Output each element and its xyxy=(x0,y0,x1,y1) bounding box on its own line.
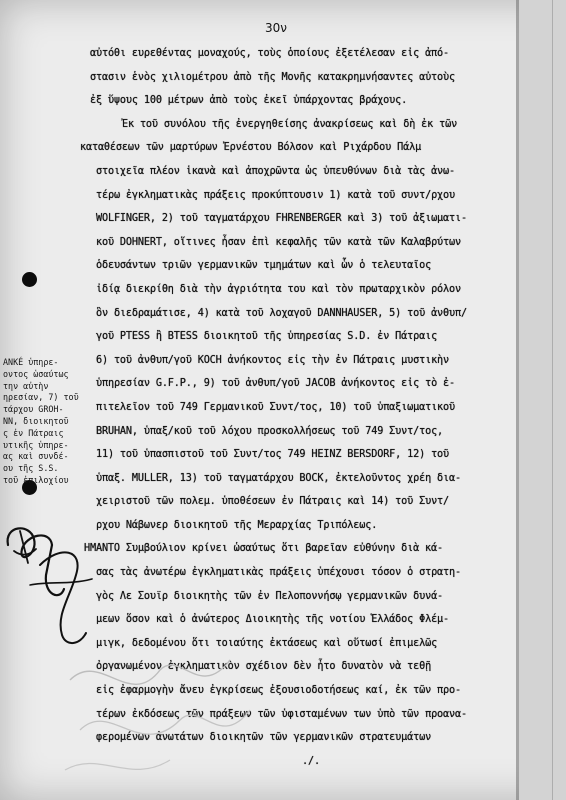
text-line: μεων ὅσον καὶ ὁ ἀνώτερος Διοικητὴς τῆς νοτίου Ἑλλάδος Φλέμ- xyxy=(96,614,450,626)
text-line: κοῦ DOHNERT, οἵτινες ἦσαν ἐπὶ κεφαλῆς τῶν κατὰ τῶν Καλαβρύτων xyxy=(96,236,461,248)
text-line: φερομένων ἀνωτάτων διοικητῶν τῶν γερμανικῶν στρατευμάτων xyxy=(96,732,432,744)
faint-handwriting xyxy=(60,640,260,790)
text-line: ὑπαξ. MULLER, 13) τοῦ ταγματάρχου BOCK, ἐκτελοῦντος χρέη δια- xyxy=(96,472,461,484)
punch-hole-top xyxy=(22,272,37,287)
margin-note-line: τοῦ ἐπιλοχίου xyxy=(3,474,69,485)
page-number: 30ν xyxy=(265,21,287,35)
margin-note-line: οντος ὡσαύτως xyxy=(3,368,69,379)
text-line: χειριστοῦ τῶν πολεμ. ὑποθέσεων ἐν Πάτραις καὶ 14) τοῦ Συντ/ xyxy=(96,496,450,508)
text-line: WOLFINGER, 2) τοῦ ταγματάρχου FHRENBERGER καὶ 3) τοῦ ἀξιωματι- xyxy=(96,213,467,225)
text-line: μιγκ, δεδομένου ὅτι τοιαύτης ἐκτάσεως καὶ οὕτωσί ἐπιμελῶς xyxy=(96,637,438,649)
margin-note-line: τάρχου GROH- xyxy=(3,404,64,415)
margin-note-line: ANKÉ ὑπηρε- xyxy=(3,357,59,367)
margin-note xyxy=(3,357,79,487)
text-line: ὁδευσάντων τριῶν γερμανικῶν τμημάτων καὶ ὧν ὁ τελευταῖος xyxy=(96,260,432,272)
margin-note-line: ΝΝ, διοικητοῦ xyxy=(3,415,69,426)
text-line: ρχου Νάβωνερ διοικητοῦ τῆς Μεραρχίας Τριπόλεως. xyxy=(96,519,378,531)
text-line: αὐτόθι ευρεθέντας μοναχούς, τοὺς ὁποίους ἐξετέλεσαν εἰς ἀπό- xyxy=(90,48,450,59)
page-fold-shadow xyxy=(516,0,519,800)
text-line: στοιχεῖα πλέον ἱκανὰ καὶ ἀποχρῶντα ὡς ὑπευθύνων διὰ τὰς ἀνω- xyxy=(96,165,456,177)
margin-note-line: ς ἐν Πάτραις xyxy=(3,427,64,438)
margin-note-line: ου τῆς S.S. xyxy=(3,463,59,474)
margin-note-line: υτικῆς ὑπηρε- xyxy=(3,439,69,450)
text-line: ./. xyxy=(302,755,320,767)
text-line: BRUHAN, ὑπαξ/κοῦ τοῦ λόχου προσκολλήσεως τοῦ 749 Συντ/τος, xyxy=(96,425,444,437)
text-line: τέρων ἐκδόσεως τῶν πράξεων τῶν ὑφισταμένων των ὑπὸ τῶν προανα- xyxy=(96,708,467,720)
text-line: ὃν διεδραμάτισε, 4) κατὰ τοῦ λοχαγοῦ DANNHAUSER, 5) τοῦ ἀνθυπ/ xyxy=(96,307,467,319)
text-line: εἰς ἐφαρμογὴν ἄνευ ἐγκρίσεως ἐξουσιοδοτήσεως καί, ἐκ τῶν προ- xyxy=(96,685,461,697)
page-edge-strip xyxy=(519,0,566,800)
text-line: πιτελεῖον τοῦ 749 Γερμανικοῦ Συντ/τος, 10) τοῦ ὑπαξιωματικοῦ xyxy=(96,401,456,413)
margin-note-line: ας καὶ συνδέ- xyxy=(3,451,69,462)
page-edge-line xyxy=(552,0,553,800)
text-line: ὑπηρεσίαν G.F.P., 9) τοῦ ἀνθυπ/γοῦ JACOB ἀνήκοντος εἰς τὸ ἐ- xyxy=(96,378,456,390)
text-line: καταθέσεων τῶν μαρτύρων Ἐρνέστου Βόλσον καὶ Ριχάρδου Πάλμ xyxy=(80,142,422,154)
text-line: στασιν ἑνὸς χιλιομέτρου ἀπὸ τῆς Μονῆς κατακρημνήσαντες αὐτοὺς xyxy=(90,71,455,83)
margin-note-line: την αὐτὴν xyxy=(3,380,49,391)
text-line: γοῦ PTESS ἢ BTESS διοικητοῦ τῆς ὑπηρεσίας S.D. ἐν Πάτραις xyxy=(96,331,438,343)
text-line: σας τὰς ἀνωτέρω ἐγκληματικὰς πράξεις ὑπέχουσι τόσον ὁ στρατη- xyxy=(96,567,461,579)
margin-note-line: ηρεσίαν, 7) τοῦ xyxy=(3,392,79,403)
text-line: Ἐκ τοῦ συνόλου τῆς ἐνεργηθείσης ἀνακρίσεως καὶ δὴ ἐκ τῶν xyxy=(122,118,458,130)
text-line: ὀργανωμένον ἐγκληματικὸν σχέδιον δὲν ἦτο δυνατὸν νὰ τεθῇ xyxy=(96,661,432,673)
handwritten-signature xyxy=(0,505,110,655)
text-line: ἰδίᾳ διεκρίθη διὰ τὴν ἀγριότητα του καὶ τὸν πρωταρχικὸν ρόλον xyxy=(96,283,461,295)
text-line: ΗΜΑΝΤΟ Συμβούλιον κρίνει ὡσαύτως ὅτι βαρεῖαν εὐθύνην διὰ κά- xyxy=(84,543,444,555)
text-line: 11) τοῦ ὑπασπιστοῦ τοῦ Συντ/τος 749 HEINZ BERSDORF, 12) τοῦ xyxy=(96,449,450,461)
text-line: 6) τοῦ ἀνθυπ/γοῦ KOCH ἀνήκοντος εἰς τὴν ἐν Πάτραις μυστικὴν xyxy=(96,354,450,366)
text-line: τέρω ἐγκληματικὰς πράξεις προκύπτουσιν 1) κατὰ τοῦ συντ/ρχου xyxy=(96,189,456,201)
text-line: γὸς Λε Σουϊρ διοικητὴς τῶν ἐν Πελοποννήσῳ γερμανικῶν δυνά- xyxy=(96,590,444,602)
text-line: ἐξ ὕψους 100 μέτρων ἀπὸ τοὺς ἐκεῖ ὑπάρχοντας βράχους. xyxy=(90,95,408,107)
